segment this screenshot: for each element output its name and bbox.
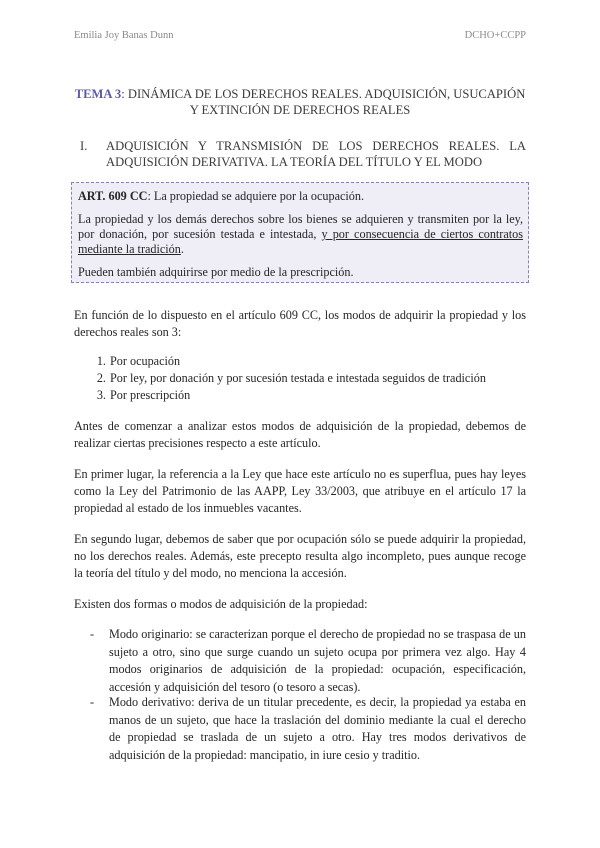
list-item: 2. Por ley, por donación y por sucesión testada e intestada seguidos de tradición	[109, 370, 549, 387]
article-paragraph-3: Pueden también adquirirse por medio de la prescripción.	[78, 265, 354, 279]
paragraph: En primer lugar, la referencia a la Ley que hace este artículo no es superflua, pues hay leyes como la Ley del Patrimonio de las AAPP, Ley 33/2003, que atribuye en el artículo 17 la propiedad al estado de los inmuebles vacantes.	[74, 467, 526, 515]
dash-bullet: -	[90, 695, 95, 709]
list-item: 3. Por prescripción	[109, 387, 549, 404]
article-p2-text: La propiedad y los demás derechos sobre los bienes se adquieren y transmiten por la ley, por donación, por sucesión testada e intestada,	[78, 212, 523, 241]
paragraph: En segundo lugar, debemos de saber que por ocupación sólo se puede adquirir la propiedad, no los derechos reales. Además, este precepto resulta algo incompleto, pues aunque recoge la teoría del título y del modo, no menciona la accesión.	[74, 532, 526, 580]
tema-colon: :	[121, 87, 125, 101]
article-p2-end: .	[180, 242, 184, 256]
intro-paragraph: En función de lo dispuesto en el artículo 609 CC, los modos de adquirir la propiedad y los derechos reales son 3:	[74, 308, 526, 339]
dash-bullet: -	[90, 627, 95, 641]
list-item-text: Modo originario: se caracterizan porque el derecho de propiedad no se traspasa de un sujeto a otro, sino que surge cuando un sujeto ocupa por primera vez algo. Hay 4 modos originarios de adquisición de la propiedad: ocupación, especificación, accesión y adquisición del tesoro (o tesoro a secas).	[109, 627, 526, 694]
page-title	[74, 86, 526, 118]
header-course: DCHO+CCPP	[464, 30, 526, 41]
section-number: I.	[80, 139, 88, 153]
article-label: ART. 609 CC	[78, 189, 148, 203]
section-heading	[74, 138, 526, 170]
list-item	[74, 626, 526, 696]
article-quote-box	[71, 182, 529, 283]
list-item-text: Modo derivativo: deriva de un titular precedente, es decir, la propiedad ya estaba en manos de un sujeto, que hace la traslación del dominio mediante la cual el derecho de propiedad se traslada de un sujeto a otro. Hay tres modos derivativos de adquisición de la propiedad: mancipatio, in iure cesio y traditio.	[109, 695, 526, 762]
title-text: DINÁMICA DE LOS DERECHOS REALES. ADQUISICIÓN, USUCAPIÓN Y EXTINCIÓN DE DERECHOS REALES	[127, 87, 526, 117]
article-text: : La propiedad se adquiere por la ocupación.	[147, 189, 365, 203]
section-title: ADQUISICIÓN Y TRANSMISIÓN DE LOS DERECHOS REALES. LA ADQUISICIÓN DERIVATIVA. LA TEORÍA DEL TÍTULO Y EL MODO	[106, 139, 526, 169]
list-item: 1. Por ocupación	[109, 353, 549, 370]
article-p2-underlined: y por consecuencia de ciertos contratos mediante la tradición	[78, 227, 523, 256]
paragraph: Antes de comenzar a analizar estos modos de adquisición de la propiedad, debemos de realizar ciertas precisiones respecto a este artículo.	[74, 419, 526, 450]
list-item	[74, 694, 526, 764]
paragraph: Existen dos formas o modos de adquisición de la propiedad:	[74, 597, 368, 611]
article-paragraph-2	[78, 212, 523, 257]
article-line	[78, 189, 523, 204]
tema-label: TEMA 3	[74, 87, 122, 101]
modos-list	[74, 353, 549, 404]
header-author: Emilia Joy Banas Dunn	[74, 30, 174, 41]
